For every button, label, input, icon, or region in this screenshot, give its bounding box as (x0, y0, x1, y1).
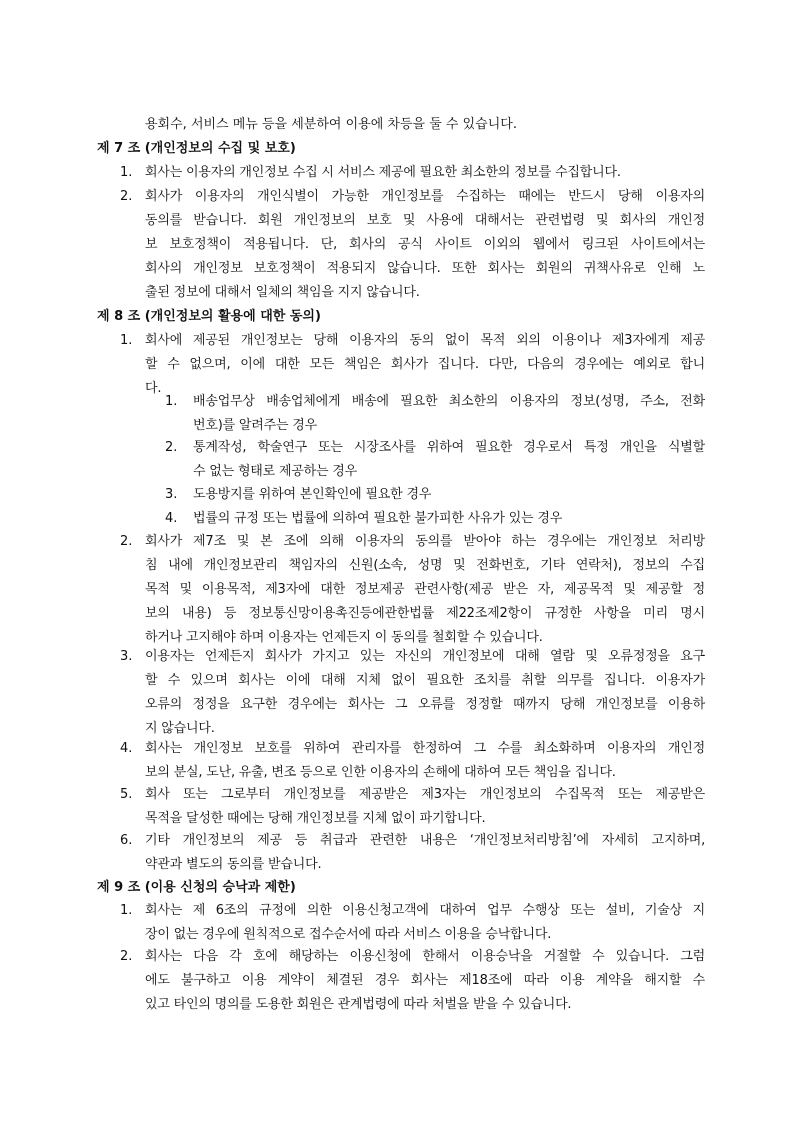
subitem-number: 2. (165, 440, 178, 455)
item-number: 5. (120, 787, 133, 802)
item-line: 회사에 제공된 개인정보는 당해 이용자의 동의 없이 목적 외의 이용이나 제3자에게 제공 (145, 333, 705, 348)
item-line: 있고 타인의 명의를 도용한 회원은 관계법령에 따라 처벌을 받을 수 있습니다. (145, 997, 572, 1012)
item-line: 다. (145, 381, 162, 396)
item-line: 보 보호정책이 적용됩니다. 단, 회사의 공식 사이트 이외의 웹에서 링크된 사이트에서는 (145, 237, 705, 252)
subitem-number: 4. (165, 511, 178, 526)
item-line: 목적을 달성한 때에는 당해 개인정보를 지체 없이 파기합니다. (145, 811, 486, 826)
article-8-heading: 제 8 조 (개인정보의 활용에 대한 동의) (97, 309, 321, 324)
item-line: 지 않습니다. (145, 721, 215, 736)
item-line: 회사가 이용자의 개인식별이 가능한 개인정보를 수집하는 때에는 반드시 당해 이용자의 (145, 189, 705, 204)
item-line: 할 수 있으며 회사는 이에 대해 지체 없이 필요한 조치를 취할 의무를 집니다. 이용자가 (145, 673, 705, 688)
item-line: 회사는 개인정보 보호를 위하여 관리자를 한정하여 그 수를 최소화하며 이용자의 개인정 (145, 741, 705, 756)
item-line: 회사는 다음 각 호에 해당하는 이용신청에 한해서 이용승낙을 거절할 수 있습니다. 그럼 (145, 949, 705, 964)
item-number: 1. (120, 165, 133, 180)
item-line: 보의 내용) 등 정보통신망이용촉진등에관한법률 제22조제2항이 규정한 사항을 미리 명시 (145, 606, 705, 621)
subitem-line: 법률의 규정 또는 법률에 의하여 필요한 불가피한 사유가 있는 경우 (193, 511, 563, 526)
subitem-number: 3. (165, 487, 178, 502)
item-line: 장이 없는 경우에 원칙적으로 접수순서에 따라 서비스 이용을 승낙합니다. (145, 927, 552, 942)
item-number: 2. (120, 949, 133, 964)
item-number: 6. (120, 833, 133, 848)
subitem-line: 통계작성, 학술연구 또는 시장조사를 위하여 필요한 경우로서 특정 개인을 식별할 (193, 440, 705, 455)
item-number: 2. (120, 189, 133, 204)
item-line: 회사의 개인정보 보호정책이 적용되지 않습니다. 또한 회사는 회원의 귀책사유로 인해 노 (145, 261, 705, 276)
item-line: 할 수 없으며, 이에 대한 모든 책임은 회사가 집니다. 다만, 다음의 경우에는 예외로 합니 (145, 357, 705, 372)
item-line: 오류의 정정을 요구한 경우에는 회사는 그 오류를 정정할 때까지 당해 개인정보를 이용하 (145, 697, 705, 712)
item-line: 목적 및 이용목적, 제3자에 대한 정보제공 관련사항(제공 받은 자, 제공목적 및 제공할 정 (145, 582, 705, 597)
subitem-line: 도용방지를 위하여 본인확인에 필요한 경우 (193, 487, 432, 502)
continuation-text: 용회수, 서비스 메뉴 등을 세분하여 이용에 차등을 둘 수 있습니다. (145, 117, 517, 132)
subitem-number: 1. (165, 394, 178, 409)
item-number: 1. (120, 903, 133, 918)
item-line: 약관과 별도의 동의를 받습니다. (145, 857, 322, 872)
item-number: 1. (120, 333, 133, 348)
article-7-heading: 제 7 조 (개인정보의 수집 및 보호) (97, 141, 296, 156)
item-line: 에도 불구하고 이용 계약이 체결된 경우 회사는 제18조에 따라 이용 계약을 해지할 수 (145, 973, 705, 988)
item-line: 동의를 받습니다. 회원 개인정보의 보호 및 사용에 대해서는 관련법령 및 회사의 개인정 (145, 213, 705, 228)
item-line: 하거나 고지해야 하며 이용자는 언제든지 이 동의를 철회할 수 있습니다. (145, 630, 543, 645)
item-number: 4. (120, 741, 133, 756)
item-number: 2. (120, 534, 133, 549)
subitem-line: 수 없는 형태로 제공하는 경우 (193, 464, 358, 479)
item-line: 이용자는 언제든지 회사가 가지고 있는 자신의 개인정보에 대해 열람 및 오류정정을 요구 (145, 649, 705, 664)
item-line: 보의 분실, 도난, 유출, 변조 등으로 인한 이용자의 손해에 대하여 모든 책임을 집니다. (145, 765, 616, 780)
item-number: 3. (120, 649, 133, 664)
subitem-line: 번호)를 알려주는 경우 (193, 418, 317, 433)
item-line: 회사는 이용자의 개인정보 수집 시 서비스 제공에 필요한 최소한의 정보를 수집합니다. (145, 165, 621, 180)
item-line: 기타 개인정보의 제공 등 취급과 관련한 내용은 ‘개인정보처리방침’에 자세히 고지하며, (145, 833, 705, 848)
item-line: 회사는 제 6조의 규정에 의한 이용신청고객에 대하여 업무 수행상 또는 설비, 기술상 지 (145, 903, 705, 918)
item-line: 출된 정보에 대해서 일체의 책임을 지지 않습니다. (145, 285, 420, 300)
item-line: 침 내에 개인정보관리 책임자의 신원(소속, 성명 및 전화번호, 기타 연락처), 정보의 수집 (145, 558, 705, 573)
item-line: 회사 또는 그로부터 개인정보를 제공받은 제3자는 개인정보의 수집목적 또는 제공받은 (145, 787, 705, 802)
item-line: 회사가 제7조 및 본 조에 의해 이용자의 동의를 받아야 하는 경우에는 개인정보 처리방 (145, 534, 705, 549)
subitem-line: 배송업무상 배송업체에게 배송에 필요한 최소한의 이용자의 정보(성명, 주소, 전화 (193, 394, 705, 409)
article-9-heading: 제 9 조 (이용 신청의 승낙과 제한) (97, 880, 296, 895)
